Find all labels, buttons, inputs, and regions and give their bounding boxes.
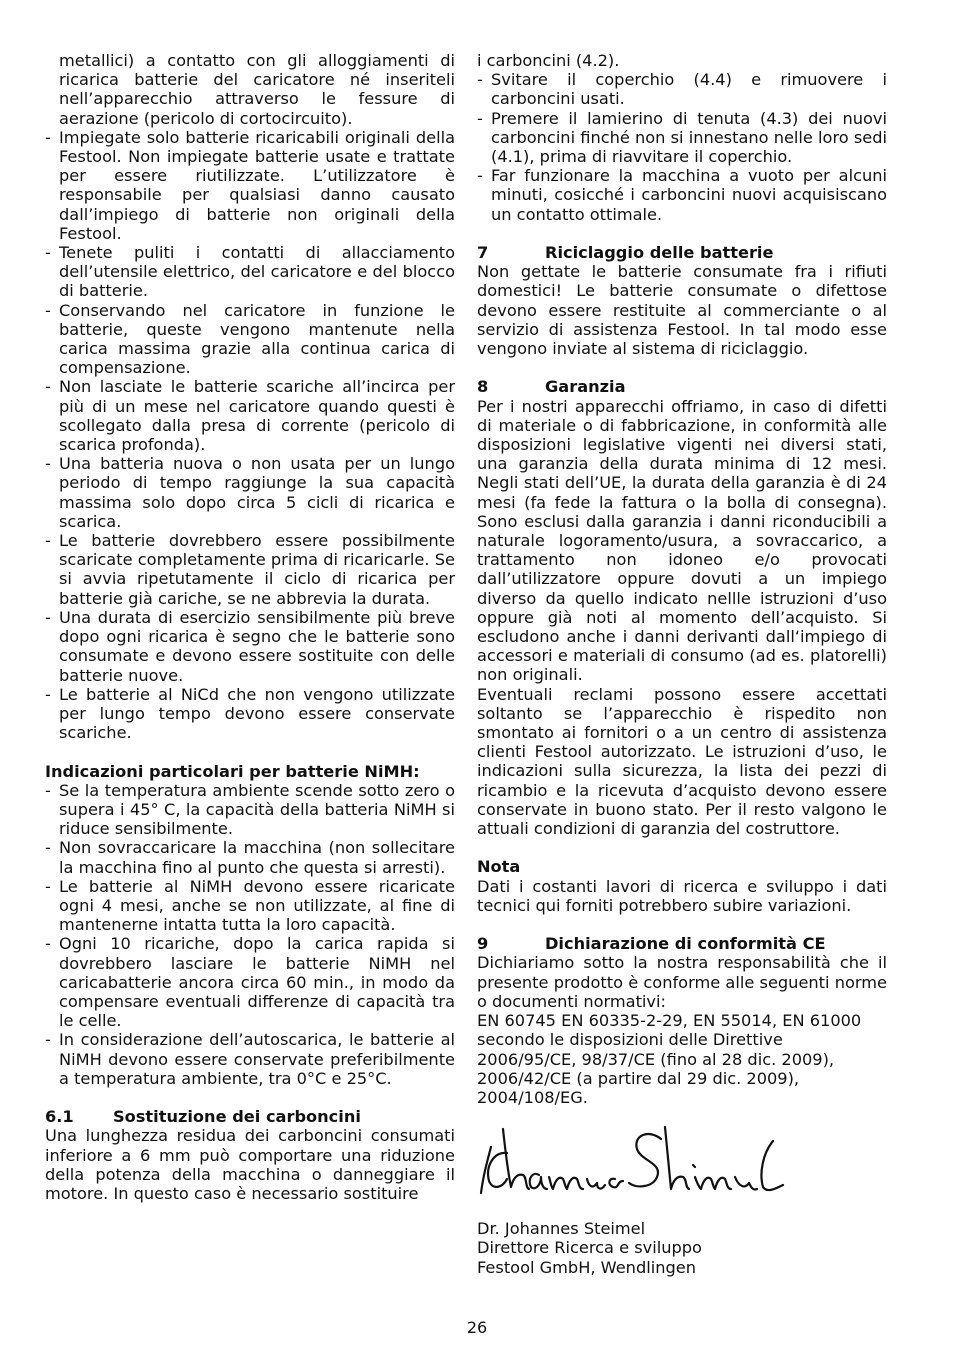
section-8-text-2: Eventuali reclami possono essere accettati soltanto se l’apparecchio è rispedito non smontato ai fornitori o a un centro di assistenza clienti Festool autorizzato. Le istruzioni d’uso, le indicazioni sulla sicurezza, la lista dei pezzi di ricambio e la ricevuta d’acquisto devono essere conservate in buono stato. Per il resto valgono le attuali condizioni di garanzia del costruttore.	[477, 684, 887, 839]
section-7-text: Non gettate le batterie consumate fra i rifiuti domestici! Le batterie consumate o difettose devono essere restituite al commerciante o al servizio di assistenza Festool. In tal modo esse vengono inviate al sistema di riciclaggio.	[477, 262, 887, 359]
signer-name: Dr. Johannes Steimel	[477, 1219, 646, 1239]
nimh-heading: Indicazioni particolari per batterie NiMH:	[45, 761, 420, 781]
list-item: - Non sovraccaricare la macchina (non sollecitare la macchina fino al punto che questa si arresti).	[45, 838, 455, 876]
section-number: 9	[477, 934, 489, 954]
section-number: 6.1	[45, 1107, 74, 1127]
list-item: - Le batterie al NiMH devono essere ricaricate ogni 4 mesi, anche se non utilizzate, al fine di mantenerne intatta tutta la loro capacità.	[45, 877, 455, 935]
section-9-text-2: EN 60745 EN 60335-2-29, EN 55014, EN 61000 secondo le disposizioni delle Direttive 2006/95/CE, 98/37/CE (fino al 28 dic. 2009), 2006/42/CE (a partire dal 29 dic. 2009), 2004/108/EG.	[477, 1011, 862, 1107]
page-number: 26	[466, 1318, 488, 1337]
left-column	[45, 51, 455, 1203]
list-item: - Far funzionare la macchina a vuoto per alcuni minuti, cosicché i carboncini nuovi acquisiscano un contatto ottimale.	[477, 166, 887, 224]
list-item: - Se la temperatura ambiente scende sotto zero o supera i 45° C, la capacità della batteria NiMH si riduce sensibilmente.	[45, 781, 455, 839]
continued-text: i carboncini (4.2).	[477, 51, 620, 70]
section-6-1-heading	[45, 1107, 455, 1126]
section-title: Riciclaggio delle batterie	[545, 243, 774, 263]
section-title: Garanzia	[545, 377, 626, 397]
section-9-text-1: Dichiariamo sotto la nostra responsabilità che il presente prodotto è conforme alle seguenti norme o documenti normativi:	[477, 953, 887, 1011]
section-7-heading	[477, 243, 887, 262]
list-item: - Una batteria nuova o non usata per un lungo periodo di tempo raggiunge la sua capacità massima solo dopo circa 5 cicli di ricarica e scarica.	[45, 454, 455, 531]
nota-heading: Nota	[477, 857, 521, 877]
battery-instructions-list	[45, 51, 455, 742]
list-item: - In considerazione dell’autoscarica, le batterie al NiMH devono essere conservate preferibilmente a temperatura ambiente, tra 0°C e 25°C.	[45, 1030, 455, 1088]
section-8-heading	[477, 377, 887, 396]
signature-image	[477, 1117, 797, 1209]
list-item: - Non lasciate le batterie scariche all’incirca per più di un mese nel caricatore quando questi è scollegato dalla presa di corrente (pericolo di scarica profonda).	[45, 377, 455, 454]
right-column	[477, 51, 887, 1277]
section-6-1-text: Una lunghezza residua dei carboncini consumati inferiore a 6 mm può comportare una riduzione della potenza della macchina o danneggiare il motore. In questo caso è necessario sostituire	[45, 1126, 455, 1203]
section-title: Dichiarazione di conformità CE	[545, 934, 826, 954]
nota-text: Dati i costanti lavori di ricerca e sviluppo i dati tecnici qui forniti potrebbero subire variazioni.	[477, 876, 887, 915]
section-title: Sostituzione dei carboncini	[113, 1107, 361, 1127]
list-item: - Una durata di esercizio sensibilmente più breve dopo ogni ricarica è segno che le batterie sono consumate e devono essere sostituite con delle batterie nuove.	[45, 608, 455, 685]
signer-role: Direttore Ricerca e sviluppo	[477, 1238, 702, 1258]
signer-company: Festool GmbH, Wendlingen	[477, 1257, 696, 1277]
list-item: - Ogni 10 ricariche, dopo la carica rapida si dovrebbero lasciare le batterie NiMH nel caricabatterie ancora circa 60 min., in modo da compensare eventuali differenze di capacità tra le celle.	[45, 934, 455, 1030]
nimh-instructions-list	[45, 781, 455, 1088]
list-item: metallici) a contatto con gli alloggiamenti di ricarica batterie del caricatore né inseriteli nell’apparecchio attraverso le fessure di aerazione (pericolo di cortocircuito).	[59, 51, 455, 128]
list-item: - Svitare il coperchio (4.4) e rimuovere i carboncini usati.	[477, 70, 887, 108]
section-number: 8	[477, 377, 489, 397]
section-number: 7	[477, 243, 489, 263]
list-item: - Le batterie al NiCd che non vengono utilizzate per lungo tempo devono essere conservate scariche.	[45, 685, 455, 743]
list-item: - Premere il lamierino di tenuta (4.3) dei nuovi carboncini finché non si innestano nelle loro sedi (4.1), prima di riavvitare il coperchio.	[477, 109, 887, 167]
list-item: - Impiegate solo batterie ricaricabili originali della Festool. Non impiegate batterie usate e trattate per essere riutilizzate. L’utilizzatore è responsabile per qualsiasi danno causato dall’impiego di batterie non originali della Festool.	[45, 128, 455, 243]
list-item: - Tenete puliti i contatti di allacciamento dell’utensile elettrico, del caricatore e del blocco di batterie.	[45, 243, 455, 301]
list-item: - Le batterie dovrebbero essere possibilmente scaricate completamente prima di ricaricarle. Se si avvia ripetutamente il ciclo di ricarica per batterie già cariche, se ne abbrevia la durata.	[45, 531, 455, 608]
brush-replacement-list	[477, 70, 887, 224]
signature	[477, 1107, 887, 1219]
list-item: - Conservando nel caricatore in funzione le batterie, queste vengono mantenute nella carica massima grazie alla continua carica di compensazione.	[45, 301, 455, 378]
section-9-heading	[477, 934, 887, 953]
section-8-text-1: Per i nostri apparecchi offriamo, in caso di difetti di materiale o di fabbricazione, in conformità alle disposizioni legislative vigenti nei diversi stati, una garanzia della durata minima di 12 mesi. Negli stati dell’UE, la durata della garanzia è di 24 mesi (fa fede la fattura o la bolla di consegna). Sono esclusi dalla garanzia i danni riconducibili a naturale logoramento/usura, a sovraccarico, a trattamento non idoneo e/o provocati dall’utilizzatore oppure dovuti a un impiego diverso da quello indicato nellle istruzioni d’uso oppure già noti al momento dell’acquisto. Si escludono anche i danni derivanti dall‘impiego di accessori e materiali di consumo (ad es. platorelli) non originali.	[477, 396, 887, 685]
